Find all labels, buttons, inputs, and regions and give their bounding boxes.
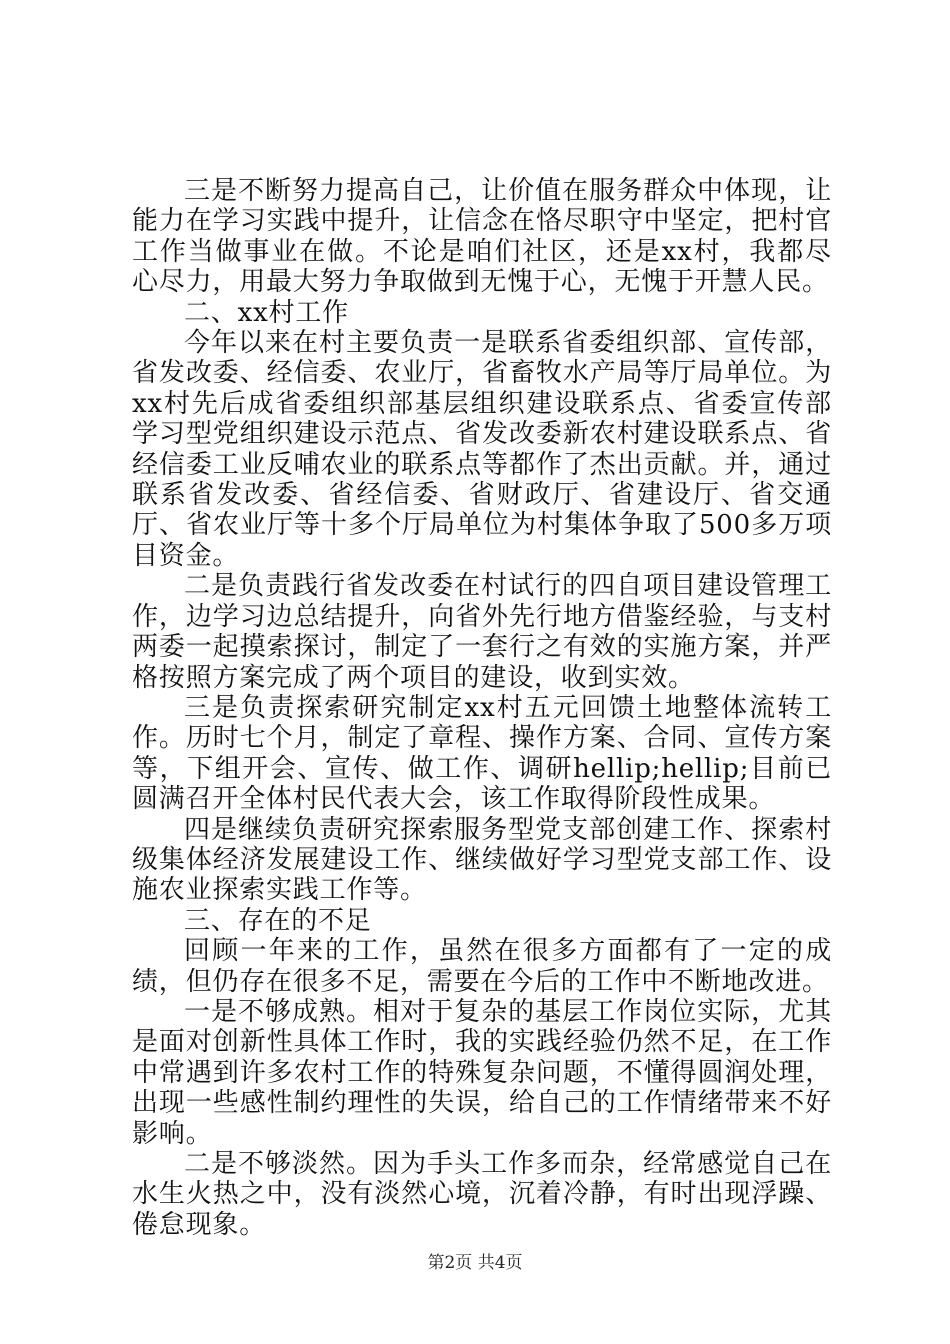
- section-heading-village-work: 二、xx村工作: [184, 297, 349, 328]
- paragraph-village-responsibilities: 今年以来在村主要负责一是联系省委组织部、宣传部，省发改委、经信委、农业厅，省畜牧水产局等厅局单位。为xx村先后成省委组织部基层组织建设联系点、省委宣传部学习型党组织建设示范点、省发改委新农村建设联系点、省经信委工业反哺农业的联系点等都作了杰出贡献。并，通过联系省发改委、省经信委、省财政厅、省建设厅、省交通厅、省农业厅等十多个厅局单位为村集体争取了500多万项目资金。: [132, 328, 832, 571]
- page-number-footer: 第2页 共4页: [427, 1253, 523, 1273]
- paragraph-review: 回顾一年来的工作，虽然在很多方面都有了一定的成绩，但仍存在很多不足，需要在今后的工作中不断地改进。: [132, 936, 832, 997]
- paragraph-party-branch: 四是继续负责研究探索服务型党支部创建工作、探索村级集体经济发展建设工作、继续做好学习型党支部工作、设施农业探索实践工作等。: [132, 814, 832, 906]
- paragraph-land-transfer: 三是负责探索研究制定xx村五元回馈土地整体流转工作。历时七个月，制定了章程、操作方案、合同、宣传方案等，下组开会、宣传、做工作、调研hellip;hellip;目前已圆满召开全体村民代表大会，该工作取得阶段性成果。: [132, 692, 832, 815]
- section-heading-shortcomings: 三、存在的不足: [184, 905, 372, 936]
- paragraph-not-mature: 一是不够成熟。相对于复杂的基层工作岗位实际，尤其是面对创新性具体工作时，我的实践经验仍然不足，在工作中常遇到许多农村工作的特殊复杂问题，不懂得圆润处理，出现一些感性制约理性的失误，给自己的工作情绪带来不好影响。: [132, 996, 832, 1149]
- paragraph-self-improvement: 三是不断努力提高自己，让价值在服务群众中体现，让能力在学习实践中提升，让信念在恪尽职守中坚定，把村官工作当做事业在做。不论是咱们社区，还是xx村，我都尽心尽力，用最大努力争取做到无愧于心，无愧于开慧人民。: [132, 176, 832, 298]
- paragraph-project-management: 二是负责践行省发改委在村试行的四自项目建设管理工作，边学习边总结提升，向省外先行地方借鉴经验，与支村两委一起摸索探讨，制定了一套行之有效的实施方案，并严格按照方案完成了两个项目的建设，收到实效。: [132, 571, 832, 693]
- paragraph-not-calm: 二是不够淡然。因为手头工作多而杂，经常感觉自己在水生火热之中，没有淡然心境，沉着冷静，有时出现浮躁、倦怠现象。: [132, 1149, 832, 1240]
- document-body: [132, 176, 832, 1240]
